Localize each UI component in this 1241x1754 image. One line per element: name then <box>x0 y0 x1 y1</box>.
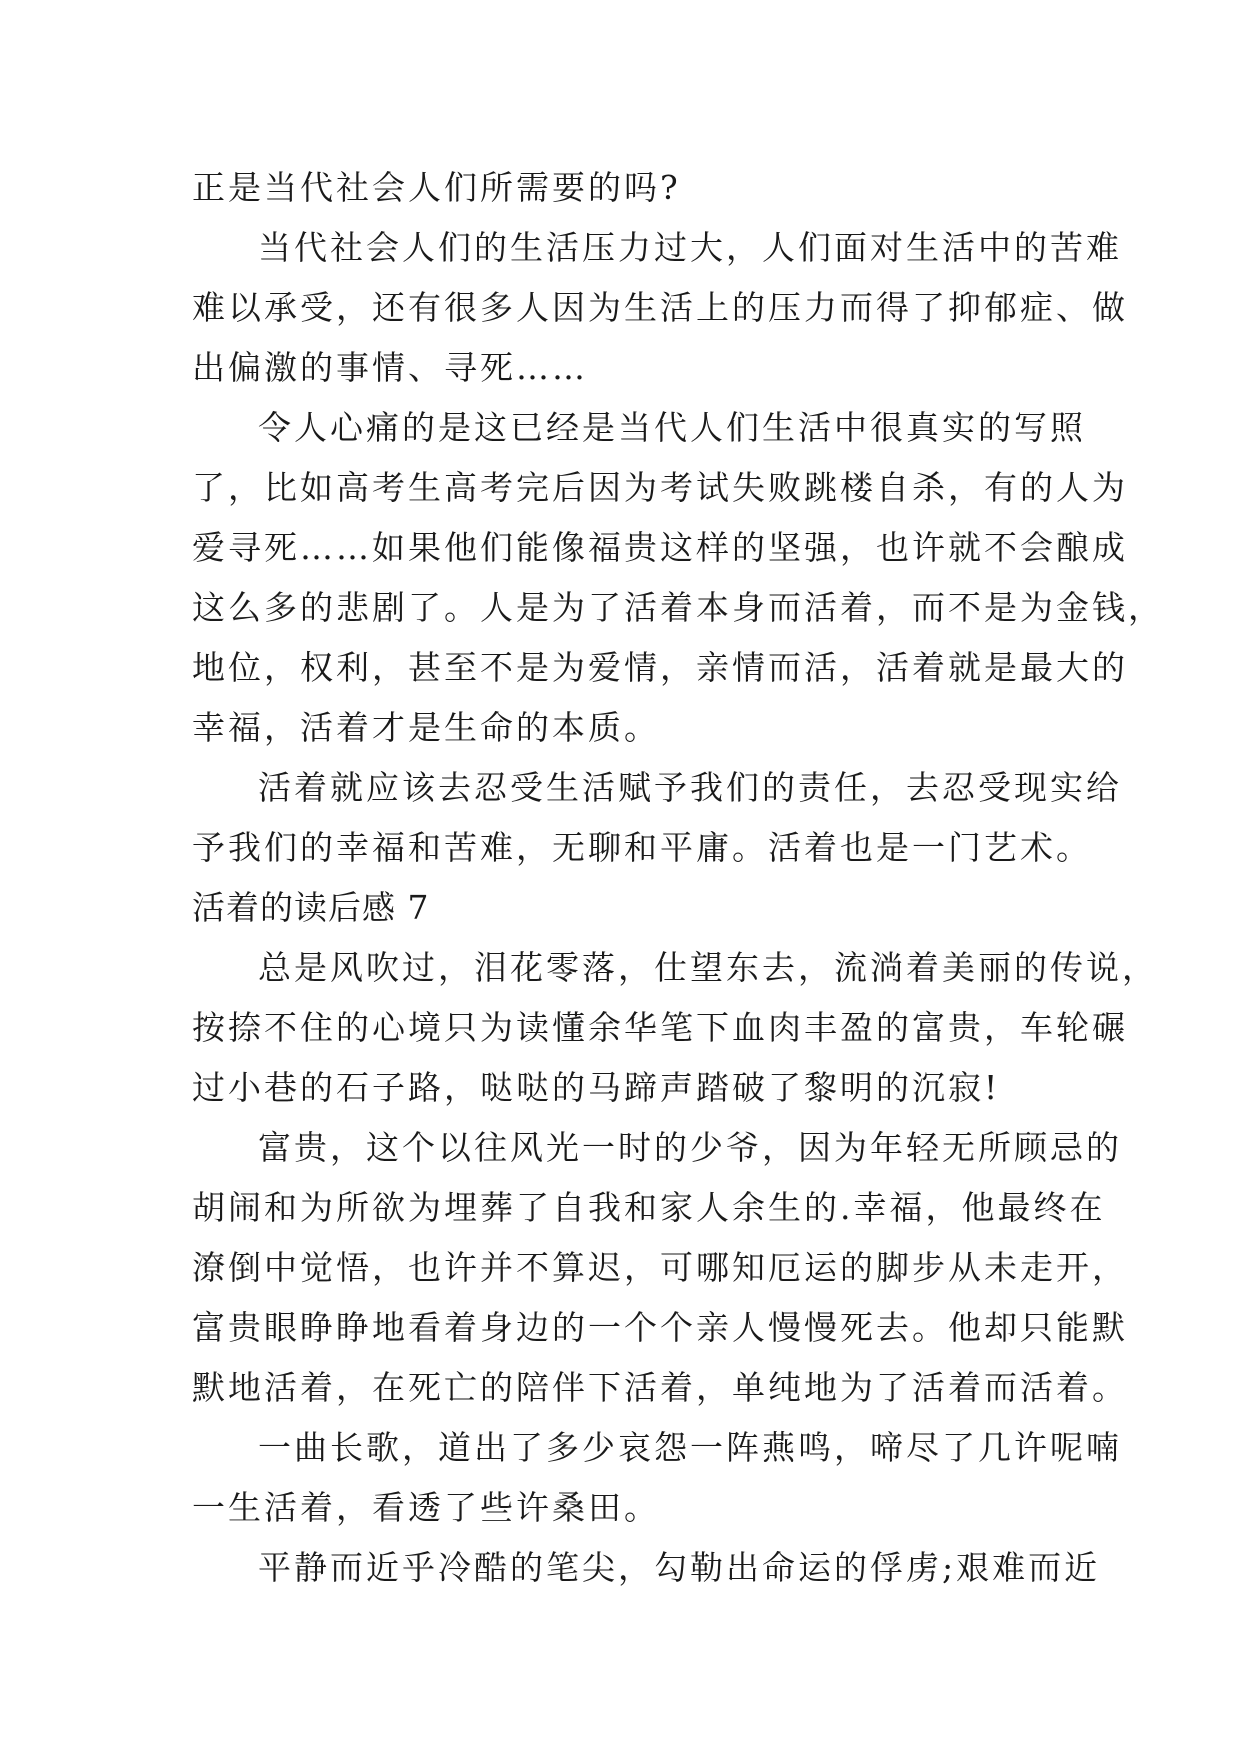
paragraph-line: 富贵，这个以往风光一时的少爷，因为年轻无所顾忌的 <box>258 1128 1122 1167</box>
paragraph-line: 活着就应该去忍受生活赋予我们的责任，去忍受现实给 <box>258 768 1122 807</box>
paragraph-line: 爱寻死……如果他们能像福贵这样的坚强，也许就不会酿成 <box>192 528 1128 567</box>
paragraph-line: 平静而近乎冷酷的笔尖，勾勒出命运的俘虏;艰难而近 <box>258 1548 1101 1587</box>
paragraph-line: 予我们的幸福和苦难，无聊和平庸。活着也是一门艺术。 <box>192 828 1092 867</box>
section-heading: 活着的读后感 7 <box>192 888 430 927</box>
paragraph-line: 富贵眼睁睁地看着身边的一个个亲人慢慢死去。他却只能默 <box>192 1308 1128 1347</box>
paragraph-line: 一生活着，看透了些许桑田。 <box>192 1488 660 1527</box>
paragraph-line: 总是风吹过，泪花零落，仕望东去，流淌着美丽的传说， <box>258 948 1158 987</box>
paragraph-line: 一曲长歌，道出了多少哀怨一阵燕鸣，啼尽了几许呢喃 <box>258 1428 1122 1467</box>
paragraph-line: 胡闹和为所欲为埋葬了自我和家人余生的.幸福，他最终在 <box>192 1188 1106 1227</box>
paragraph-line: 出偏激的事情、寻死…… <box>192 348 588 387</box>
paragraph-line: 幸福，活着才是生命的本质。 <box>192 708 660 747</box>
paragraph-line: 过小巷的石子路，哒哒的马蹄声踏破了黎明的沉寂! <box>192 1068 1001 1107</box>
paragraph-line: 这么多的悲剧了。人是为了活着本身而活着，而不是为金钱， <box>192 588 1164 627</box>
paragraph-line: 当代社会人们的生活压力过大，人们面对生活中的苦难 <box>258 228 1122 267</box>
paragraph-line: 按捺不住的心境只为读懂余华笔下血肉丰盈的富贵，车轮碾 <box>192 1008 1128 1047</box>
document-body <box>192 158 1164 1598</box>
paragraph-line: 了，比如高考生高考完后因为考试失败跳楼自杀，有的人为 <box>192 468 1128 507</box>
paragraph-line: 地位，权利，甚至不是为爱情，亲情而活，活着就是最大的 <box>192 648 1128 687</box>
paragraph-line: 难以承受，还有很多人因为生活上的压力而得了抑郁症、做 <box>192 288 1128 327</box>
paragraph-line: 令人心痛的是这已经是当代人们生活中很真实的写照 <box>258 408 1086 447</box>
paragraph-line: 正是当代社会人们所需要的吗? <box>192 168 681 207</box>
paragraph-line: 潦倒中觉悟，也许并不算迟，可哪知厄运的脚步从未走开， <box>192 1248 1128 1287</box>
paragraph-line: 默地活着，在死亡的陪伴下活着，单纯地为了活着而活着。 <box>192 1368 1128 1407</box>
